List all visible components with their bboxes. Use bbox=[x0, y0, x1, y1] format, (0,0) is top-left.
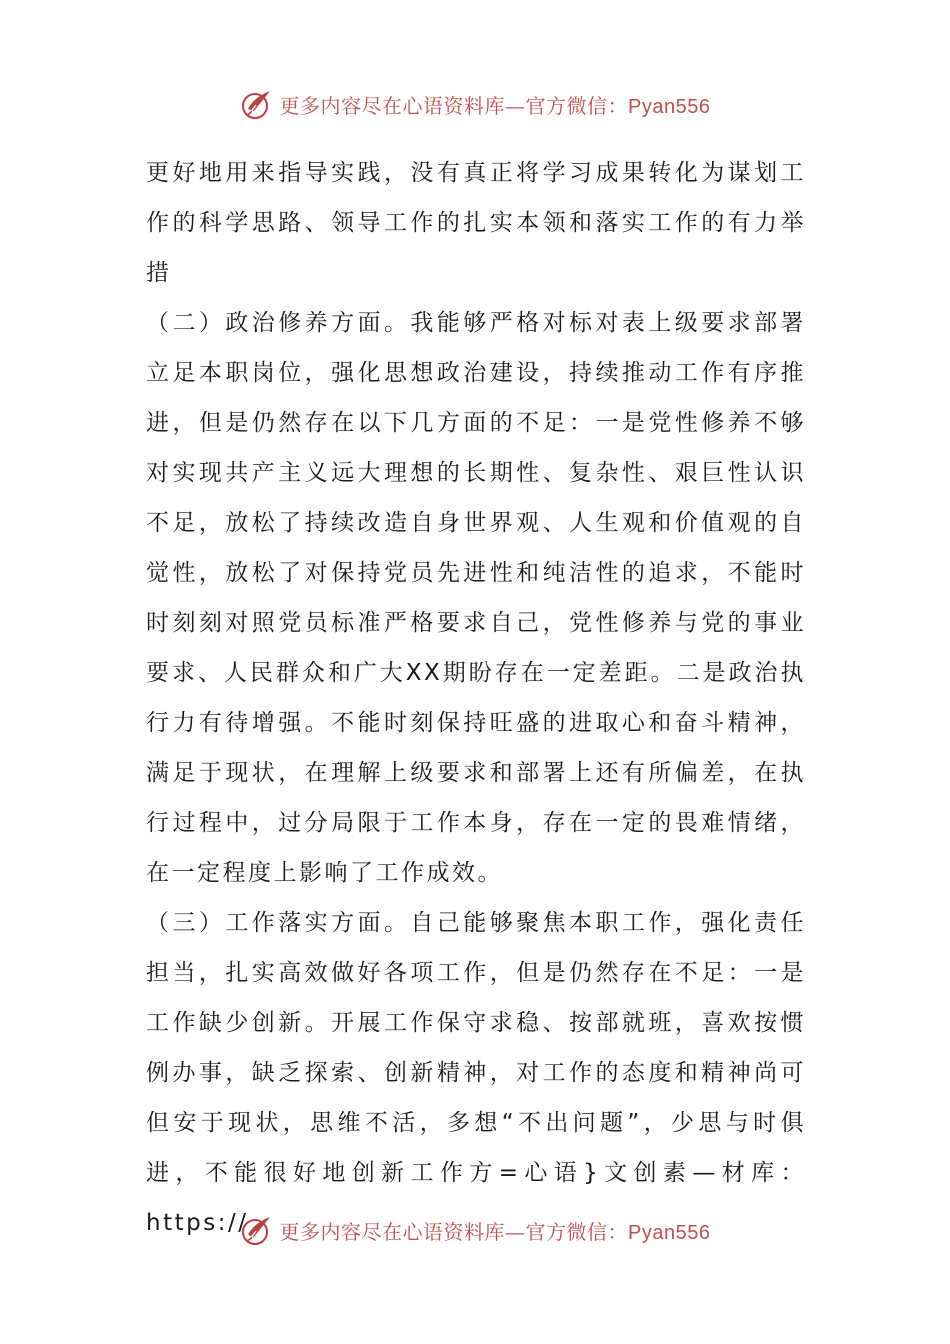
paragraph: （二）政治修养方面。我能够严格对标对表上级要求部署立足本职岗位，强化思想政治建设，持续推动工作有序推进，但是仍然存在以下几方面的不足：一是党性修养不够对实现共产主义远大理想的长期性、复杂性、艰巨性认识不足，放松了持续改造自身世界观、人生观和价值观的自觉性，放松了对保持党员先进性和纯洁性的追求，不能时时刻刻对照党员标准严格要求自己，党性修养与党的事业要求、人民群众和广大XX期盼存在一定差距。二是政治执行力有待增强。不能时刻保持旺盛的进取心和奋斗精神，满足于现状，在理解上级要求和部署上还有所偏差，在执行过程中，过分局限于工作本身，存在一定的畏难情绪，在一定程度上影响了工作成效。 bbox=[146, 310, 806, 886]
brand-text bbox=[280, 1216, 711, 1245]
document-body bbox=[146, 148, 806, 1248]
brand-wechat-handle: Pyan556 bbox=[628, 1221, 711, 1244]
brand-banner bbox=[240, 87, 711, 121]
brand-wechat-handle: Pyan556 bbox=[628, 95, 711, 118]
brand-text bbox=[280, 90, 711, 119]
paragraph: （三）工作落实方面。自己能够聚焦本职工作，强化责任担当，扎实高效做好各项工作，但是仍然存在不足：一是工作缺少创新。开展工作保守求稳、按部就班，喜欢按惯例办事，缺乏探索、创新精神，对工作的态度和精神尚可但安于现状，思维不活，多想“不出问题”，少思与时俱进，不能很好地创新工作方=心语}文创素—材库：https:// bbox=[146, 910, 806, 1236]
brand-banner bbox=[240, 1213, 711, 1247]
quill-logo-icon bbox=[240, 1213, 274, 1247]
quill-logo-icon bbox=[240, 87, 274, 121]
page-footer bbox=[0, 1210, 950, 1250]
brand-slogan: 更多内容尽在心语资料库—官方微信： bbox=[279, 93, 629, 118]
brand-slogan: 更多内容尽在心语资料库—官方微信： bbox=[279, 1219, 629, 1244]
page-header bbox=[0, 84, 950, 124]
paragraph: 更好地用来指导实践，没有真正将学习成果转化为谋划工作的科学思路、领导工作的扎实本领和落实工作的有力举措 bbox=[146, 160, 806, 286]
